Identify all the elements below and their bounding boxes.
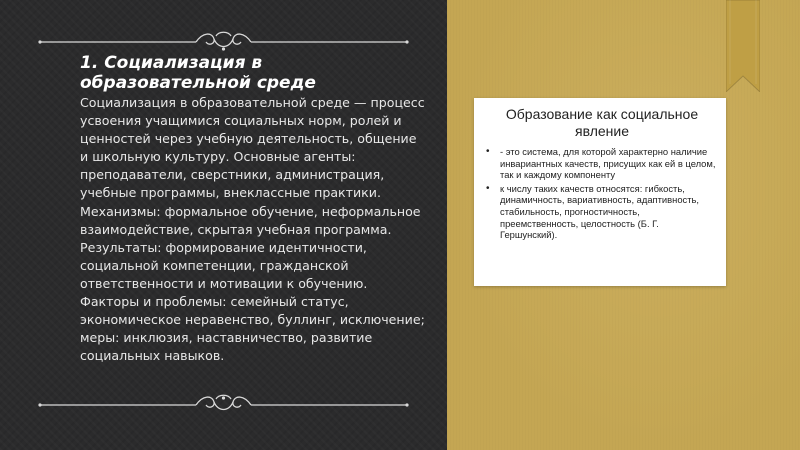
card-list-item-text: - это система, для которой характерно наличие инвариантных качеств, присущих как ей в целом, так и каждому компоненту [500, 146, 716, 181]
card-list-item [486, 146, 718, 181]
body-text: Социализация в образовательной среде — процесс усвоения учащимися социальных норм, ролей и ценностей через учебную деятельность, общение и школьную культуру. Основные агенты: преподаватели, сверстники, администрация, учебные программы, внеклассные практики. Механизмы: формальное обучение, неформальное взаимодействие, скрытая учебная программа. Результаты: формирование идентичности, социальной компетенции, гражданской ответственности и мотивации к обучению. Факторы и проблемы: семейный статус, экономическое неравенство, буллинг, исключение; меры: инклюзия, наставничество, развитие социальных навыков. [80, 95, 425, 364]
card-list-item-text: к числу таких качеств относятся: гибкость, динамичность, вариативность, адаптивность, стабильность, прогностичность, преемственность, целостность (Б. Г. Гершунский). [500, 182, 700, 241]
bullet-icon: • [486, 146, 490, 157]
card-list-item [486, 183, 718, 241]
ornament-bottom-icon [0, 390, 447, 420]
card-title: Образование как социальное явление [505, 106, 699, 139]
info-card [474, 98, 726, 286]
bookmark-ribbon-icon [726, 0, 760, 92]
slide-title: 1. Социализация в образовательной среде [80, 53, 316, 93]
bullet-icon: • [486, 182, 490, 194]
card-list [486, 146, 718, 241]
